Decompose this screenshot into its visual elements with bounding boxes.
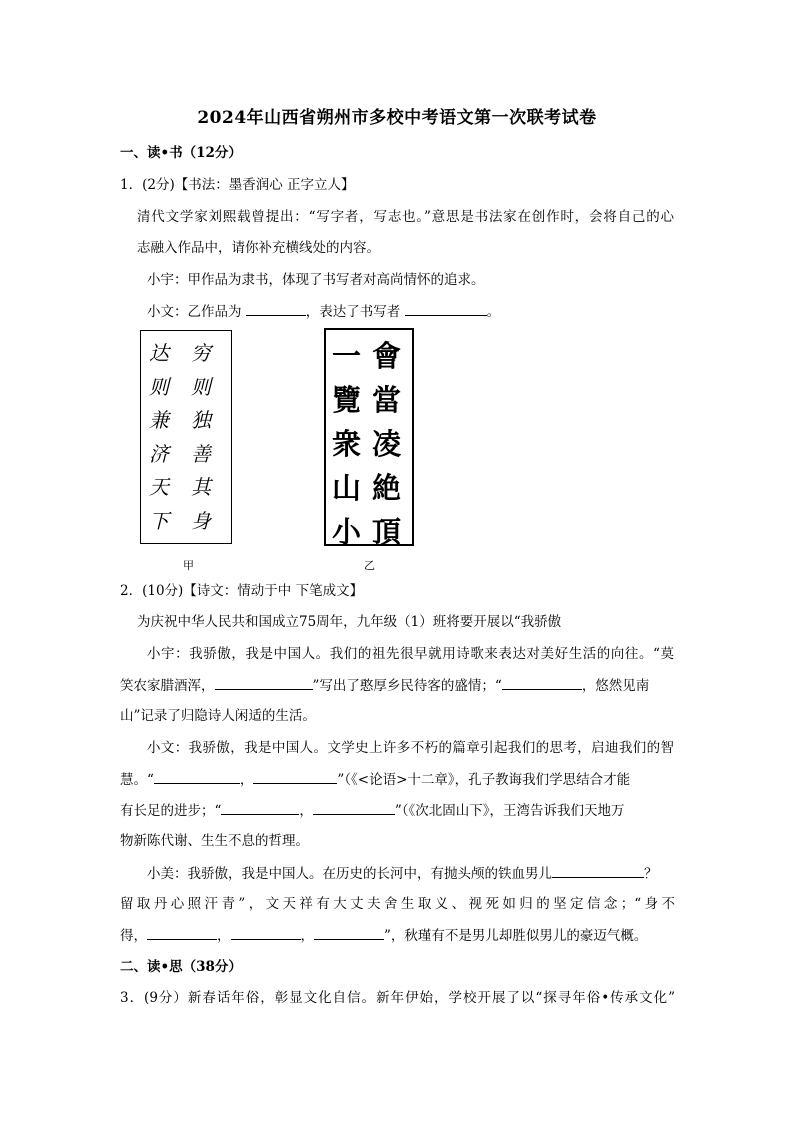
q2-text: ， <box>239 772 254 788</box>
q2-xiaowen-line-2 <box>120 769 630 790</box>
q2-text: ， <box>300 928 314 944</box>
q1-answer-blank-1[interactable] <box>246 301 306 316</box>
q2-xiaowen-line-3 <box>120 800 625 821</box>
q2-text: 笑农家腊酒浑， <box>120 678 215 694</box>
calligraphy-yi-column-left <box>332 334 361 554</box>
page-title: 2024年山西省朔州市多校中考语文第一次联考试卷 <box>197 108 597 128</box>
q2-text: ， <box>299 803 313 819</box>
q2-answer-blank-4[interactable] <box>253 769 337 784</box>
calligraphy-char: 天 <box>149 475 169 499</box>
calligraphy-char: 身 <box>191 508 211 533</box>
question-3-line-1: 3．(9分）新春话年俗，彰显文化自信。新年伊始，学校开展了以“探寻年俗•传承文化” <box>120 990 675 1006</box>
calligraphy-char: 其 <box>191 475 211 499</box>
q2-answer-blank-2[interactable] <box>502 675 582 690</box>
q2-xiaomei-line-1 <box>147 863 658 884</box>
q2-answer-blank-9[interactable] <box>231 925 301 940</box>
calligraphy-char: 山 <box>332 471 362 505</box>
calligraphy-char: 衆 <box>332 427 362 461</box>
calligraphy-char: 當 <box>372 383 402 417</box>
q2-answer-blank-1[interactable] <box>215 675 313 690</box>
calligraphy-char: 兼 <box>149 408 169 432</box>
caption-yi: 乙 <box>364 559 375 572</box>
q2-answer-blank-8[interactable] <box>147 925 217 940</box>
calligraphy-char: 善 <box>191 441 211 466</box>
q1-xiaowen-text-a: 小文：乙作品为 <box>147 304 242 320</box>
calligraphy-char: 絶 <box>372 471 402 505</box>
calligraphy-jia-column-left <box>149 337 169 538</box>
q2-answer-blank-10[interactable] <box>314 925 384 940</box>
question-1-heading: 1．(2分)【书法：墨香润心 正字立人】 <box>120 177 355 193</box>
calligraphy-char: 穷 <box>191 341 211 365</box>
calligraphy-char: 则 <box>191 374 211 399</box>
calligraphy-jia-frame <box>140 330 232 544</box>
calligraphy-char: 达 <box>149 341 169 365</box>
q2-xiaoyu-line-3: 山”记录了归隐诗人闲适的生活。 <box>120 708 316 724</box>
calligraphy-yi-column-right <box>372 334 401 554</box>
section-heading-2: 二、读•思（38分） <box>120 959 242 975</box>
q2-xiaoyu-line-1: 小宇：我骄傲，我是中国人。我们的祖先很早就用诗歌来表达对美好生活的向往。“莫 <box>147 646 674 662</box>
q2-text: ”（《<论语>十二章》，孔子教诲我们学思结合才能 <box>337 772 631 788</box>
q1-xiaowen-text-b: ，表达了书写者 <box>305 304 401 320</box>
calligraphy-yi-frame <box>324 328 414 549</box>
section-heading-1: 一、读•书（12分） <box>120 145 242 161</box>
q2-text: ”（《次北固山下》，王湾告诉我们天地万 <box>394 803 625 819</box>
calligraphy-char: 一 <box>332 339 362 373</box>
q1-answer-blank-2[interactable] <box>405 301 487 316</box>
question-2-heading: 2．(10分)【诗文：情动于中 下笔成文】 <box>120 583 364 599</box>
q2-answer-blank-6[interactable] <box>313 800 395 815</box>
q2-answer-blank-7[interactable] <box>552 863 644 878</box>
calligraphy-char: 下 <box>149 508 169 533</box>
q2-intro-line: 为庆祝中华人民共和国成立75周年，九年级（1）班将要开展以“我骄傲 <box>137 614 562 630</box>
q2-text: ，悠然见南 <box>581 678 650 694</box>
q1-paragraph-line-1: 清代文学家刘熙载曾提出：“写字者，写志也。”意思是书法家在创作时，会将自己的心 <box>137 209 674 225</box>
calligraphy-char: 凌 <box>372 427 402 461</box>
calligraphy-char: 會 <box>372 339 402 373</box>
q2-text: ”写出了憨厚乡民待客的盛情；“ <box>312 678 502 694</box>
q2-answer-blank-3[interactable] <box>154 769 240 784</box>
caption-jia: 甲 <box>183 559 194 572</box>
q1-xiaoyu-line: 小宇：甲作品为隶书，体现了书写者对高尚情怀的追求。 <box>147 272 485 288</box>
q2-xiaowen-line-4: 物新陈代谢、生生不息的哲理。 <box>120 833 309 849</box>
q2-text: 小美：我骄傲，我是中国人。在历史的长河中，有抛头颅的铁血男儿 <box>147 866 552 882</box>
q2-xiaomei-line-3 <box>120 925 647 946</box>
q1-xiaowen-line <box>147 301 500 322</box>
q2-text: ？ <box>644 866 658 882</box>
calligraphy-char: 济 <box>149 441 169 466</box>
q2-text: 得， <box>120 928 147 944</box>
q2-xiaowen-line-1: 小文：我骄傲，我是中国人。文学史上许多不朽的篇章引起我们的思考，启迪我们的智 <box>147 740 674 756</box>
calligraphy-char: 独 <box>191 408 211 432</box>
q2-text: ”，秋瑾有不是男儿却胜似男儿的豪迈气概。 <box>384 928 648 944</box>
q1-paragraph-line-2: 志融入作品中，请你补充横线处的内容。 <box>137 240 380 256</box>
q2-answer-blank-5[interactable] <box>221 800 299 815</box>
q2-xiaomei-line-2: 留取丹心照汗青”，文天祥有大丈夫舍生取义、视死如归的坚定信念；“身不 <box>120 896 675 912</box>
q2-text: 有长足的进步；“ <box>120 803 222 819</box>
calligraphy-char: 覽 <box>332 383 362 417</box>
q1-xiaowen-text-c: 。 <box>486 304 501 320</box>
calligraphy-char: 頂 <box>372 515 402 549</box>
calligraphy-jia-column-right <box>191 337 211 538</box>
calligraphy-char: 小 <box>332 515 362 549</box>
q2-xiaoyu-line-2 <box>120 675 649 696</box>
calligraphy-char: 则 <box>149 374 169 399</box>
q2-text: ， <box>217 928 231 944</box>
q2-text: 慧。“ <box>120 772 154 788</box>
